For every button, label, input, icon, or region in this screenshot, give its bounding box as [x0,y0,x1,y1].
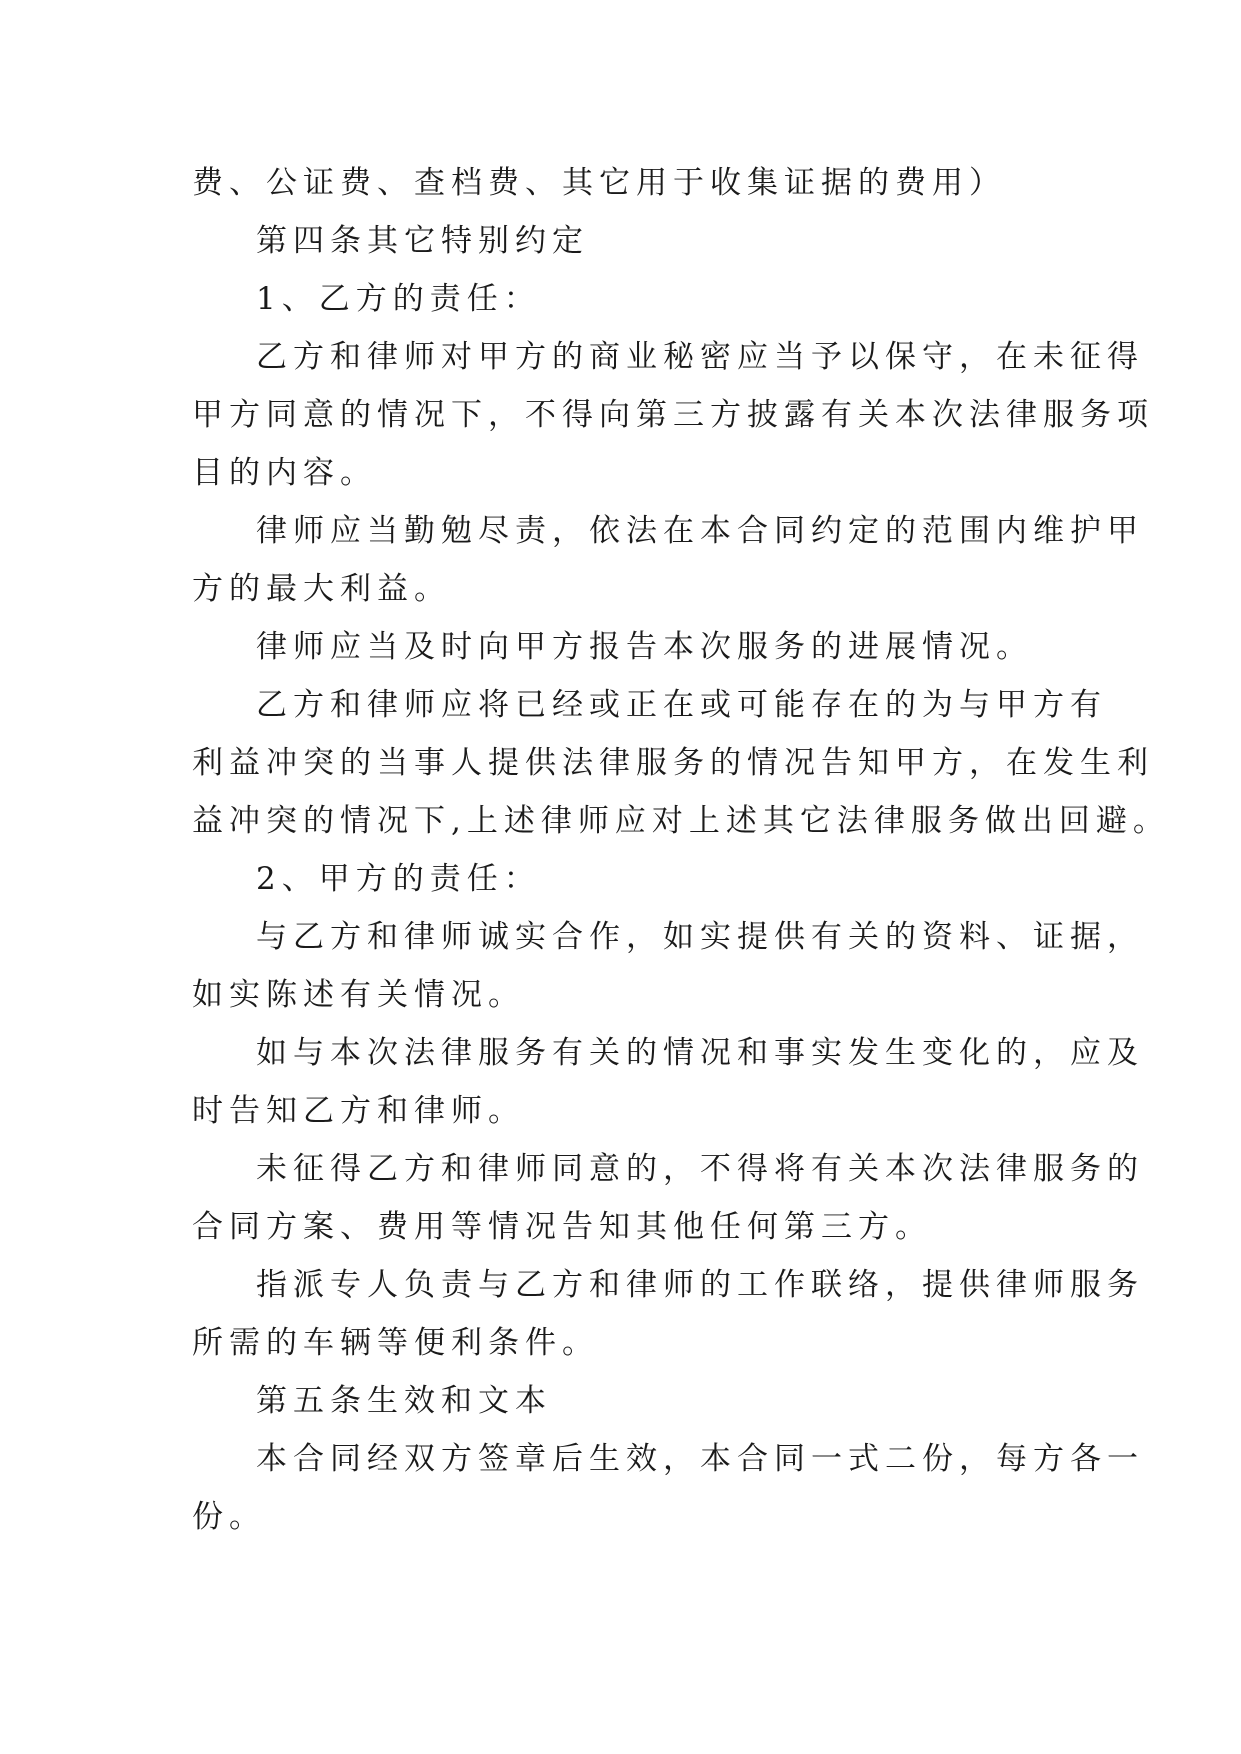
text-line-5: 甲方同意的情况下，不得向第三方披露有关本次法律服务项 [192,397,1154,433]
section-heading-article-5: 第五条生效和文本 [256,1383,552,1419]
text-line-11: 利益冲突的当事人提供法律服务的情况告知甲方，在发生利 [192,745,1154,781]
text-line-14: 与乙方和律师诚实合作，如实提供有关的资料、证据， [256,919,1144,955]
text-line-8: 方的最大利益。 [192,571,451,607]
text-line-15: 如实陈述有关情况。 [192,977,525,1013]
text-line-24: 份。 [192,1499,266,1535]
document-body [192,154,1170,1546]
section-heading-article-4: 第四条其它特别约定 [256,223,589,259]
text-line-12: 益冲突的情况下,上述律师应对上述其它法律服务做出回避。 [192,803,1170,839]
text-line-18: 未征得乙方和律师同意的，不得将有关本次法律服务的 [256,1151,1144,1187]
text-line-9: 律师应当及时向甲方报告本次服务的进展情况。 [256,629,1033,665]
text-line-6: 目的内容。 [192,455,377,491]
text-line-1: 费、公证费、查档费、其它用于收集证据的费用） [192,165,1006,201]
text-line-19: 合同方案、费用等情况告知其他任何第三方。 [192,1209,932,1245]
text-line-21: 所需的车辆等便利条件。 [192,1325,599,1361]
subheading-party-b-duties: 1、乙方的责任： [256,281,541,317]
text-line-7: 律师应当勤勉尽责，依法在本合同约定的范围内维护甲 [256,513,1144,549]
text-line-20: 指派专人负责与乙方和律师的工作联络，提供律师服务 [256,1267,1144,1303]
text-line-16: 如与本次法律服务有关的情况和事实发生变化的，应及 [256,1035,1144,1071]
text-line-10: 乙方和律师应将已经或正在或可能存在的为与甲方有 [256,687,1107,723]
text-line-23: 本合同经双方签章后生效，本合同一式二份，每方各一 [256,1441,1144,1477]
text-line-4: 乙方和律师对甲方的商业秘密应当予以保守，在未征得 [256,339,1144,375]
subheading-party-a-duties: 2、甲方的责任： [256,861,541,897]
text-line-17: 时告知乙方和律师。 [192,1093,525,1129]
